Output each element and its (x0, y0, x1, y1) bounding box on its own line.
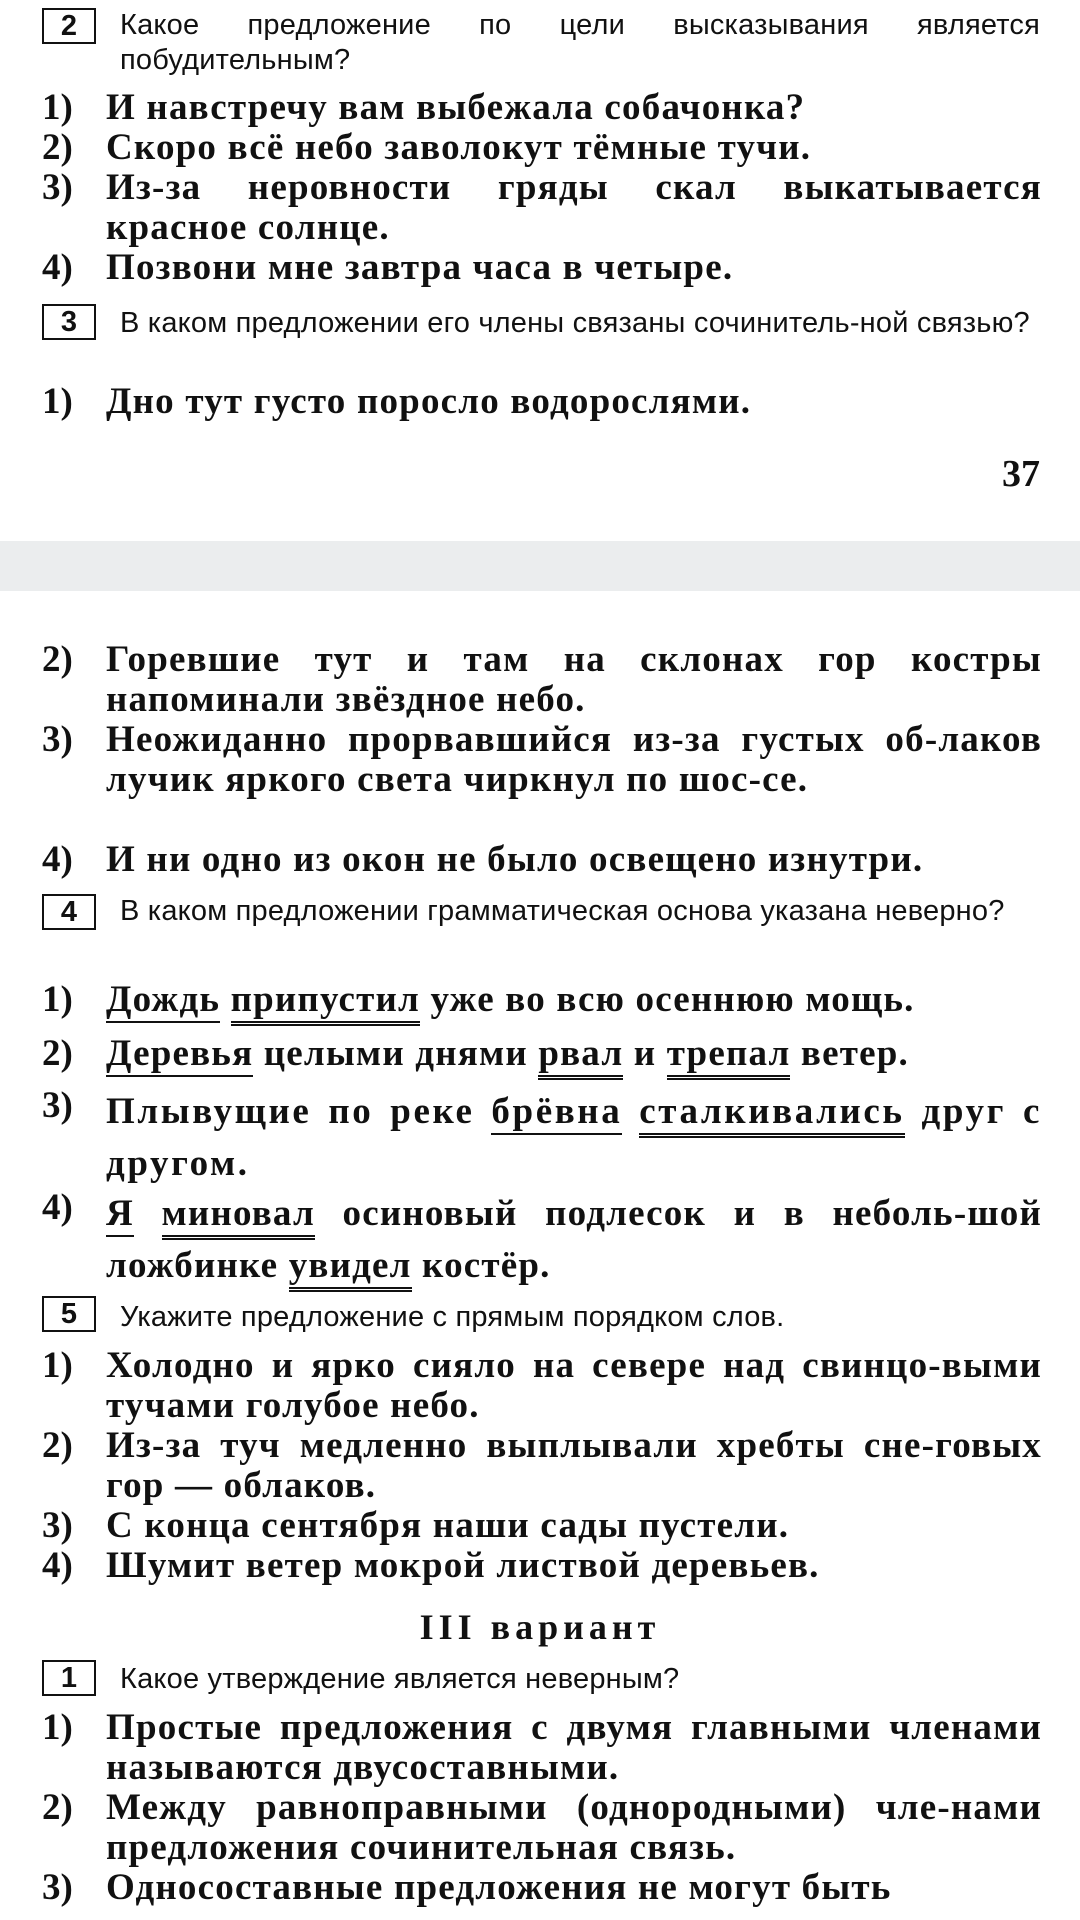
predicate-underlined: трепал (667, 1033, 791, 1080)
plain-text: и (633, 1033, 657, 1074)
option-number: 2) (42, 1787, 73, 1828)
option-text: Из-за неровности гряды скал выкатывается красное солнце. (106, 167, 1042, 248)
option-number: 1) (42, 1707, 73, 1748)
question-text: Укажите предложение с прямым порядком слов. (120, 1301, 785, 1333)
option-number: 1) (42, 87, 73, 128)
plain-text: целыми днями (263, 1033, 528, 1074)
option-number: 2) (42, 1033, 73, 1074)
subject-underlined: Дождь (106, 979, 220, 1023)
option-number: 4) (42, 1187, 73, 1228)
option-number: 4) (42, 247, 73, 288)
subject-underlined: Деревья (106, 1033, 253, 1077)
page-separator (0, 541, 1080, 591)
page-top (0, 0, 1080, 540)
question-number-box: 2 (42, 8, 96, 44)
option-text: И навстречу вам выбежала собачонка? (106, 87, 806, 128)
option-text: Односоставные предложения не могут быть (106, 1867, 892, 1908)
option-number: 1) (42, 1345, 73, 1386)
plain-text: Плывущие по реке (106, 1091, 475, 1132)
option-number: 3) (42, 1867, 73, 1908)
option-number: 3) (42, 1505, 73, 1546)
option-text: Дно тут густо поросло водорослями. (106, 381, 752, 422)
option-number: 1) (42, 979, 73, 1020)
option-text (106, 1086, 1042, 1190)
plain-text: друг с другом. (106, 1091, 1042, 1184)
option-number: 3) (42, 167, 73, 208)
option-number: 2) (42, 1425, 73, 1466)
option-text (106, 1034, 1042, 1074)
option-text: Между равноправными (однородными) чле-нами предложения сочинительная связь. (106, 1787, 1042, 1868)
predicate-underlined: припустил (231, 979, 420, 1026)
question-number-box: 5 (42, 1296, 96, 1332)
question-number-box: 3 (42, 304, 96, 340)
option-text: Шумит ветер мокрой листвой деревьев. (106, 1545, 820, 1586)
question-number-box: 4 (42, 894, 96, 930)
option-number: 3) (42, 1085, 73, 1126)
option-text: И ни одно из окон не было освещено изнутри. (106, 839, 924, 880)
question-number-box: 1 (42, 1660, 96, 1696)
option-number: 2) (42, 639, 73, 680)
option-text: Скоро всё небо заволокут тёмные тучи. (106, 127, 812, 168)
page-number: 37 (1002, 453, 1040, 495)
option-text: Холодно и ярко сияло на севере над свинцо-выми тучами голубое небо. (106, 1345, 1042, 1426)
predicate-underlined: миновал (162, 1193, 315, 1240)
subject-underlined: Я (106, 1193, 134, 1237)
question-text: Какое утверждение является неверным? (120, 1663, 680, 1695)
plain-text: ветер. (800, 1033, 909, 1074)
predicate-underlined: увидел (289, 1245, 412, 1292)
option-number: 3) (42, 719, 73, 760)
option-text (106, 980, 1042, 1020)
question-text: В каком предложении грамматическая основа указана неверно? (120, 895, 1005, 927)
option-number: 2) (42, 127, 73, 168)
predicate-underlined: сталкивались (639, 1091, 904, 1138)
page-bottom (0, 592, 1080, 1920)
question-text: В каком предложении его члены связаны сочинитель-ной связью? (120, 307, 1030, 339)
option-text: С конца сентября наши сады пустели. (106, 1505, 790, 1546)
variant-title: III вариант (419, 1607, 661, 1647)
option-text (106, 1188, 1042, 1292)
option-number: 4) (42, 839, 73, 880)
plain-text: осиновый подлесок и в неболь-шой ложбинке (106, 1193, 1042, 1286)
plain-text: костёр. (422, 1245, 551, 1286)
plain-text: уже во всю осеннюю мощь. (430, 979, 915, 1020)
option-number: 4) (42, 1545, 73, 1586)
option-text: Позвони мне завтра часа в четыре. (106, 247, 734, 288)
option-text: Неожиданно прорвавшийся из-за густых об-лаков лучик яркого света чиркнул по шос-се. (106, 719, 1042, 800)
option-number: 1) (42, 381, 73, 422)
subject-underlined: брёвна (491, 1091, 622, 1135)
option-text: Из-за туч медленно выплывали хребты сне-говых гор — облаков. (106, 1425, 1042, 1506)
option-text: Горевшие тут и там на склонах гор костры напоминали звёздное небо. (106, 639, 1042, 720)
option-text: Простые предложения с двумя главными членами называются двусоставными. (106, 1707, 1042, 1788)
question-text: Какое предложение по цели высказывания является побудительным? (120, 9, 1040, 76)
predicate-underlined: рвал (538, 1033, 623, 1080)
